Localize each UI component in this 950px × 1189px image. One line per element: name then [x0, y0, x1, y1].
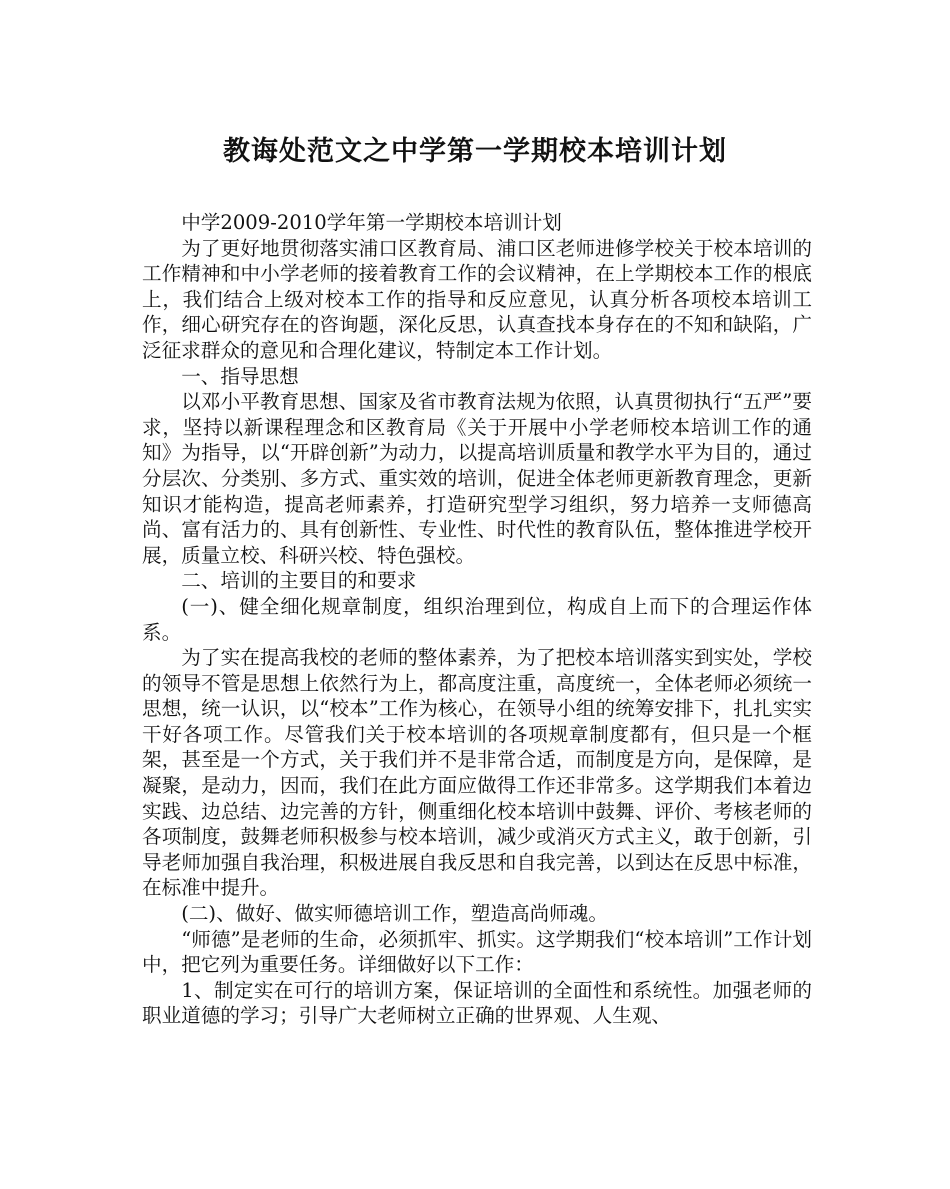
- document-title: 教诲处范文之中学第一学期校本培训计划: [223, 136, 727, 167]
- paragraph-subtitle: 中学2009-2010学年第一学期校本培训计划: [181, 211, 562, 234]
- document-body: [142, 210, 812, 1029]
- section-heading-goals: 二、培训的主要目的和要求: [181, 569, 417, 593]
- section-heading-guiding-thought: 一、指导思想: [181, 364, 299, 388]
- subheading-rules-system: (一)、健全细化规章制度，组织治理到位，构成自上而下的合理运作体系。: [142, 594, 812, 644]
- paragraph-ethics-training: “师德”是老师的生命，必须抓牢、抓实。这学期我们“校本培训”工作计划中，把它列为重要任务。详细做好以下工作：: [142, 927, 812, 977]
- paragraph-training-plan-item-1: 1、制定实在可行的培训方案，保证培训的全面性和系统性。加强老师的职业道德的学习；引导广大老师树立正确的世界观、人生观、: [142, 978, 812, 1028]
- paragraph-intro: 为了更好地贯彻落实浦口区教育局、浦口区老师进修学校关于校本培训的工作精神和中小学老师的接着教育工作的会议精神，在上学期校本工作的根底上，我们结合上级对校本工作的指导和反应意见，认真分析各项校本培训工作，细心研究存在的咨询题，深化反思，认真查找本身存在的不知和缺陷，广泛征求群众的意见和合理化建议，特制定本工作计划。: [142, 236, 812, 362]
- paragraph-rules-system: 为了实在提高我校的老师的整体素养，为了把校本培训落实到实处，学校的领导不管是思想上依然行为上，都高度注重，高度统一，全体老师必须统一思想，统一认识，以“校本”工作为核心，在领导小组的统筹安排下，扎扎实实干好各项工作。尽管我们关于校本培训的各项规章制度都有，但只是一个框架，甚至是一个方式，关于我们并不是非常合适，而制度是方向，是保障，是凝聚，是动力，因而，我们在此方面应做得工作还非常多。这学期我们本着边实践、边总结、边完善的方针，侧重细化校本培训中鼓舞、评价、考核老师的各项制度，鼓舞老师积极参与校本培训，减少或消灭方式主义，敢于创新，引导老师加强自我治理，积极进展自我反思和自我完善，以到达在反思中标准，在标准中提升。: [142, 646, 812, 900]
- subheading-ethics-training: (二)、做好、做实师德培训工作，塑造高尚师魂。: [181, 902, 608, 926]
- paragraph-guiding-thought: 以邓小平教育思想、国家及省市教育法规为依照，认真贯彻执行“五严”要求，坚持以新课程理念和区教育局《关于开展中小学老师校本培训工作的通知》为指导，以“开辟创新”为动力，以提高培训质量和教学水平为目的，通过分层次、分类别、多方式、重实效的培训，促进全体老师更新教育理念，更新知识才能构造，提高老师素养，打造研究型学习组织，努力培养一支师德高尚、富有活力的、具有创新性、专业性、时代性的教育队伍，整体推进学校开展，质量立校、科研兴校、特色强校。: [142, 390, 812, 567]
